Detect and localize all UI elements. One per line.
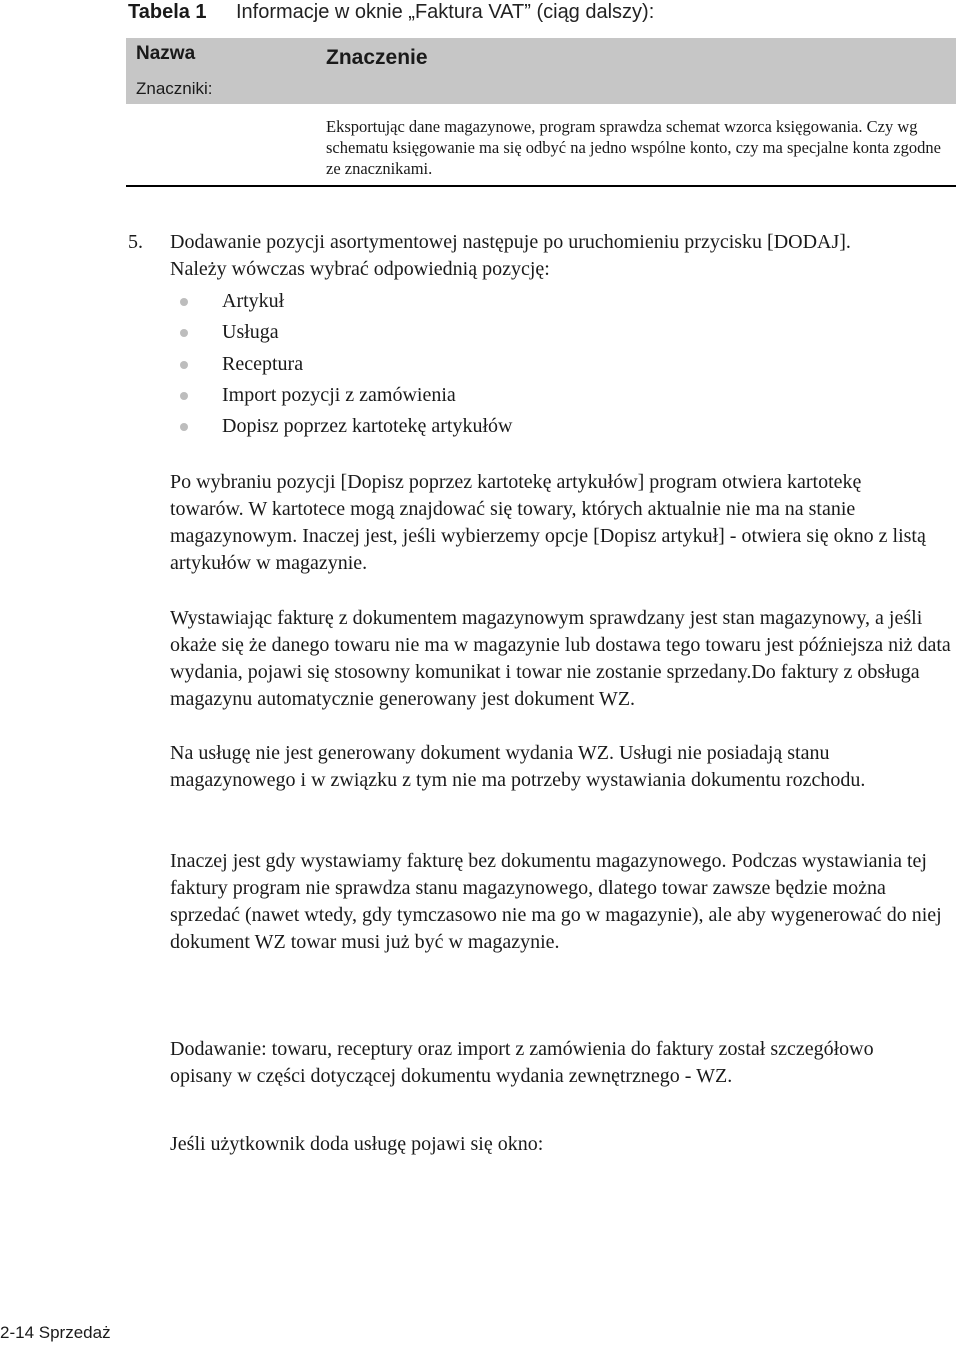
table-bottom-rule <box>126 185 956 187</box>
row-description: Eksportując dane magazynowe, program sprawdza schemat wzorca księgowania. Czy wg schematu księgowanie ma się odbyć na jedno wspólne konto, czy ma specjalne konta zgodne ze znacznikami. <box>326 117 941 178</box>
list-item-label: Artykuł <box>222 290 285 312</box>
list-item <box>178 411 512 442</box>
table-caption-number: Tabela 1 <box>128 1 207 23</box>
bullet-icon <box>180 329 188 337</box>
paragraph-okno-uslugi: Jeśli użytkownik doda usługę pojawi się okno: <box>170 1133 544 1155</box>
paragraph-dodawanie: Dodawanie: towaru, receptury oraz import z zamówienia do faktury został szczegółowo opisany w części dotyczącej dokumentu wydania zewnętrznego - WZ. <box>170 1038 874 1087</box>
bullet-icon <box>180 298 188 306</box>
paragraph-stan-magazynowy: Wystawiając fakturę z dokumentem magazynowym sprawdzany jest stan magazynowy, a jeśli okaże się że danego towaru nie ma w magazynie lub dostawa tego towaru jest późniejsza niż data wydania, pojawi się stosowny komunikat i towar nie zostanie sprzedany.Do faktury z obsługa magazynu automatycznie generowany jest dokument WZ. <box>170 607 951 710</box>
list-item-label: Usługa <box>222 321 279 344</box>
bullet-icon <box>180 361 188 369</box>
list-item <box>178 349 512 380</box>
list-item <box>178 317 512 348</box>
list-item <box>178 286 512 317</box>
paragraph-kartoteka: Po wybraniu pozycji [Dopisz poprzez kartotekę artykułów] program otwiera kartotekę towarów. W kartotece mogą znajdować się towary, których aktualnie nie ma na stanie magazynowym. Inaczej jest, jeśli wybierzemy opcje [Dopisz artykuł] - otwiera się okno z listą artykułów w magazynie. <box>170 471 926 574</box>
paragraph-bez-dokumentu: Inaczej jest gdy wystawiamy fakturę bez dokumentu magazynowego. Podczas wystawiania tej faktury program nie sprawdza stanu magazynowego, dlatego towar zawsze będzie można sprzedać (nawet wtedy, gdy tymczasowo nie ma go w magazynie), ale aby wygenerować do niej dokument WZ towar musi już być w magazynie. <box>170 850 942 953</box>
paragraph-usluga: Na usługę nie jest generowany dokument wydania WZ. Usługi nie posiadają stanu magazynowego i w związku z tym nie ma potrzeby wystawiania dokumentu rozchodu. <box>170 742 866 791</box>
section-intro: Dodawanie pozycji asortymentowej następuje po uruchomieniu przycisku [DODAJ]. Należy wówczas wybrać odpowiednią pozycję: <box>170 231 851 280</box>
column-header-meaning: Znaczenie <box>326 46 428 69</box>
bullet-icon <box>180 392 188 400</box>
table-caption-title: Informacje w oknie „Faktura VAT” (ciąg dalszy): <box>236 1 655 23</box>
table-header-background <box>126 38 956 104</box>
bullet-icon <box>180 423 188 431</box>
list-item-label: Dopisz poprzez kartotekę artykułów <box>222 415 513 438</box>
option-list <box>178 286 512 442</box>
row-label-znaczniki: Znaczniki: <box>136 79 213 98</box>
list-item <box>178 380 512 411</box>
page-footer: 2-14 Sprzedaż <box>0 1323 111 1342</box>
column-header-name: Nazwa <box>136 43 196 64</box>
list-item-label: Receptura <box>222 352 304 375</box>
list-item-label: Import pozycji z zamówienia <box>222 383 456 406</box>
section-number: 5. <box>128 231 143 253</box>
